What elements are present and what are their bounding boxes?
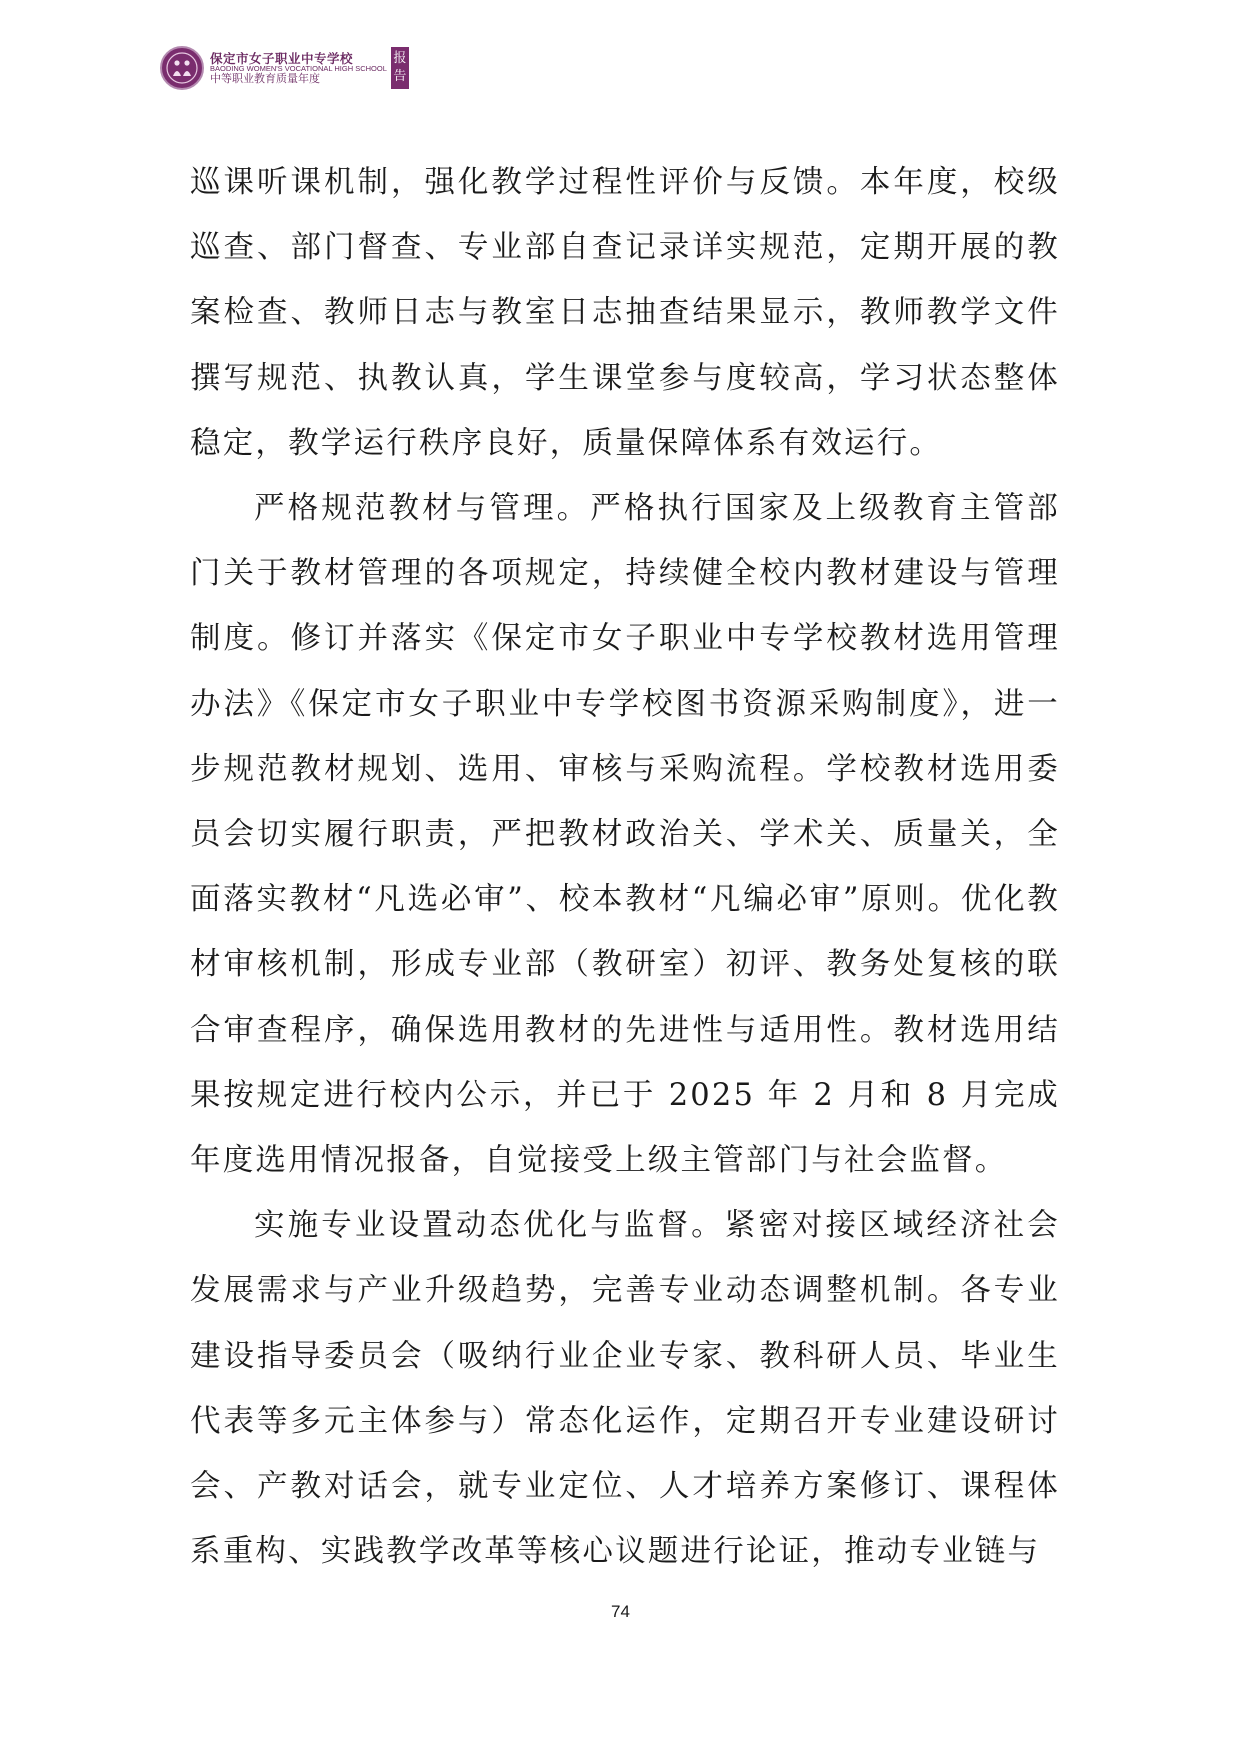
report-header	[160, 44, 409, 92]
paragraph: 严格规范教材与管理。严格执行国家及上级教育主管部门关于教材管理的各项规定，持续健全校内教材建设与管理制度。修订并落实《保定市女子职业中专学校教材选用管理办法》《保定市女子职业中专学校图书资源采购制度》，进一步规范教材规划、选用、审核与采购流程。学校教材选用委员会切实履行职责，严把教材政治关、学术关、质量关，全面落实教材“凡选必审”、校本教材“凡编必审”原则。优化教材审核机制，形成专业部（教研室）初评、教务处复核的联合审查程序，确保选用教材的先进性与适用性。教材选用结果按规定进行校内公示，并已于 2025 年 2 月和 8 月完成年度选用情况报备，自觉接受上级主管部门与社会监督。	[190, 491, 1060, 1179]
report-tag: 报告	[391, 47, 409, 89]
page-number: 74	[611, 1602, 630, 1621]
report-subtitle: 中等职业教育质量年度	[210, 71, 320, 85]
emblem-figures-icon	[165, 51, 199, 85]
body-text	[190, 150, 1060, 1584]
paragraph: 实施专业设置动态优化与监督。紧密对接区域经济社会发展需求与产业升级趋势，完善专业动态调整机制。各专业建设指导委员会（吸纳行业企业专家、教科研人员、毕业生代表等多元主体参与）常态化运作，定期召开专业建设研讨会、产教对话会，就专业定位、人才培养方案修订、课程体系重构、实践教学改革等核心议题进行论证，推动专业链与	[190, 1208, 1060, 1570]
logo-text-block	[210, 52, 387, 85]
school-name-en: BAODING WOMEN'S VOCATIONAL HIGH SCHOOL	[210, 63, 387, 73]
school-name-cn: 保定市女子职业中专学校	[210, 50, 354, 66]
school-emblem-icon	[160, 46, 204, 90]
paragraph: 巡课听课机制，强化教学过程性评价与反馈。本年度，校级巡查、部门督查、专业部自查记录详实规范，定期开展的教案检查、教师日志与教室日志抽查结果显示，教师教学文件撰写规范、执教认真，学生课堂参与度较高，学习状态整体稳定，教学运行秩序良好，质量保障体系有效运行。	[190, 165, 1060, 461]
